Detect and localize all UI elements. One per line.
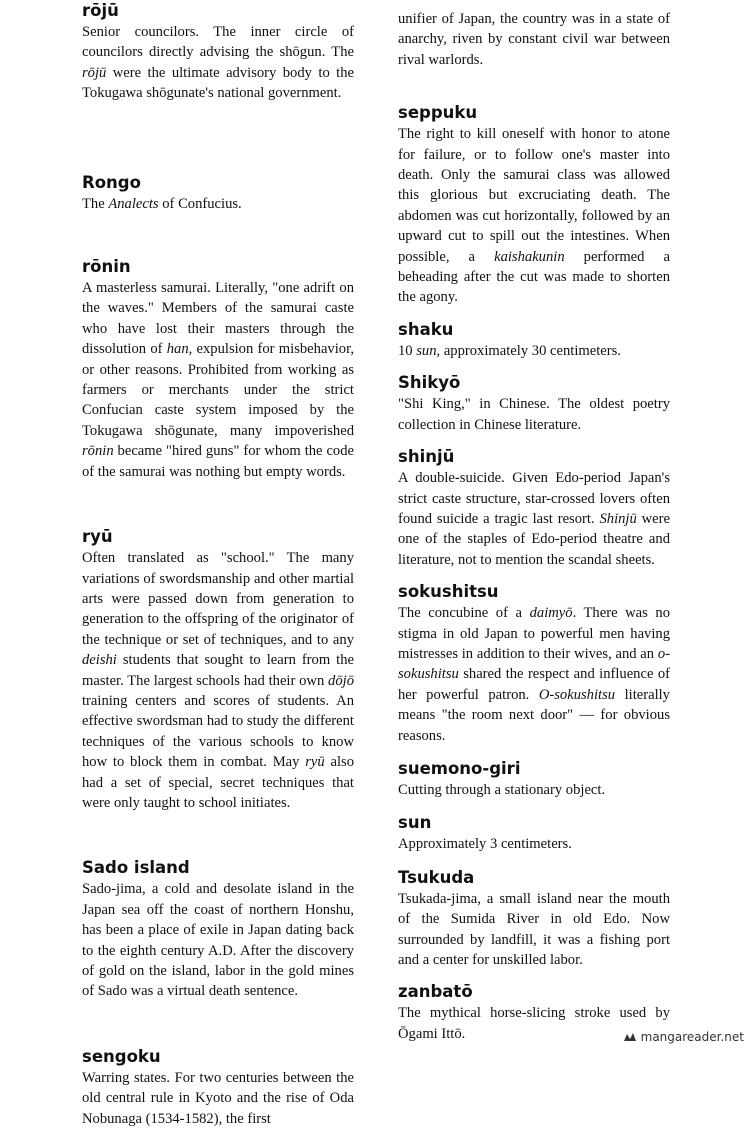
definition-text: . There was no stigma in old Japan to powerful men having mistresses in addition to their wives, and an [398, 605, 670, 662]
glossary-definition [398, 394, 670, 435]
definition-italic-term: Analects [108, 195, 159, 212]
definition-text: students that sought to learn from the master. The largest schools had their own [82, 652, 354, 689]
glossary-entry [398, 9, 670, 70]
glossary-entry [398, 446, 670, 570]
definition-text: shared the respect and influence of her powerful patron. [398, 666, 670, 703]
glossary-entry [398, 812, 670, 854]
glossary-term: Tsukuda [398, 867, 475, 887]
definition-text: Approximately 3 centimeters. [398, 836, 572, 853]
glossary-term: Rongo [82, 172, 141, 192]
glossary-definition [398, 9, 670, 70]
definition-italic-term: han [166, 341, 189, 358]
glossary-definition [82, 879, 354, 1001]
definition-italic-term: rōjū [82, 64, 107, 81]
glossary-definition [398, 341, 670, 361]
definition-text: of Confucius. [158, 195, 242, 212]
definition-text: became "hired guns" for whom the code of the samurai was nothing but empty words. [82, 443, 354, 480]
glossary-term: seppuku [398, 103, 478, 123]
glossary-definition [82, 548, 354, 813]
glossary-term: rōnin [82, 257, 131, 277]
definition-text: were the ultimate advisory body to the Tokugawa shōgunate's national government. [82, 64, 354, 102]
definition-text: Often translated as "school." The many variations of swordsmanship and other martial arts were passed down from generation to generation to the offspring of the originator of the technique or set of techniques, and to any [82, 550, 354, 648]
glossary-entry [82, 172, 354, 214]
definition-text: also had a set of special, secret techniques that were only taught to school initiates. [82, 754, 354, 811]
glossary-entry [398, 319, 670, 361]
definition-text: , approximately 30 centimeters. [436, 342, 621, 359]
glossary-term: Shikyō [398, 373, 461, 393]
definition-text: The [82, 195, 109, 212]
definition-italic-term: o-sokushitsu [398, 645, 670, 683]
definition-italic-term: dōjō [328, 672, 354, 689]
glossary-definition [82, 22, 354, 104]
definition-text: training centers and scores of students. An effective swordsman had to study the different techniques of the various schools to know how to block them in combat. May [82, 692, 354, 771]
glossary-definition [82, 1068, 354, 1129]
glossary-term: zanbatō [398, 982, 473, 1002]
glossary-term: rōjū [82, 1, 119, 20]
glossary-term: Sado island [82, 858, 190, 878]
glossary-definition [398, 834, 670, 854]
glossary-definition [398, 603, 670, 746]
glossary-term: sun [398, 813, 432, 833]
definition-text: Senior councilors. The inner circle of councilors directly advising the shōgun. The [82, 24, 354, 61]
glossary-entry [82, 526, 354, 813]
definition-text: The concubine of a [398, 605, 530, 622]
glossary-term: ryū [82, 527, 113, 547]
glossary-entry [398, 581, 670, 746]
glossary-entry [398, 102, 670, 308]
glossary-entry [82, 0, 354, 104]
glossary-term: shaku [398, 319, 454, 339]
definition-text: "Shi King," in Chinese. The oldest poetry collection in Chinese literature. [398, 396, 670, 433]
definition-italic-term: Shinjū [599, 510, 637, 527]
definition-text: 10 [398, 342, 417, 359]
definition-italic-term: daimyō [529, 605, 573, 622]
glossary-definition [398, 889, 670, 971]
definition-text: unifier of Japan, the country was in a state of anarchy, riven by constant civil war between rival warlords. [398, 11, 670, 68]
glossary-term: sengoku [82, 1046, 161, 1066]
glossary-entry [398, 867, 670, 971]
watermark [623, 1030, 744, 1044]
glossary-definition [398, 468, 670, 570]
definition-text: The right to kill oneself with honor to atone for failure, or to follow one's master into death. Only the samurai class was allowed this glorious but excruciating death. The abdomen was cut horizontally, followed by an upward cut to spill out the intestines. When possible, a [398, 126, 670, 265]
glossary-entry [82, 857, 354, 1001]
definition-text: A double-suicide. Given Edo-period Japan's strict caste structure, star-crossed lovers often found suicide a tragic last resort. [398, 470, 670, 527]
watermark-text: mangareader.net [640, 1030, 744, 1044]
definition-text: A masterless samurai. Literally, "one adrift on the waves." Members of the samurai caste who have lost their masters through the dissolution of [82, 280, 354, 358]
definition-italic-term: deishi [82, 652, 117, 669]
glossary-term: shinjū [398, 447, 455, 467]
definition-italic-term: ryū [305, 754, 325, 771]
glossary-definition [398, 780, 670, 800]
glossary-right-column [398, 0, 670, 1044]
definition-text: Cutting through a stationary object. [398, 781, 606, 798]
glossary-entry [82, 256, 354, 482]
glossary-term: sokushitsu [398, 582, 499, 602]
glossary-entry [398, 372, 670, 435]
definition-text: were one of the staples of Edo-period theatre and literature, not to mention the scandal sheets. [398, 510, 670, 568]
definition-text: Warring states. For two centuries between the old central rule in Kyoto and the rise of Oda Nobunaga (1534-1582), the first [82, 1069, 354, 1127]
glossary-entry [82, 1046, 354, 1129]
definition-italic-term: O-sokushitsu [538, 686, 616, 703]
definition-text: Sado-jima, a cold and desolate island in the Japan sea off the coast of northern Honshu, has been a place of exile in Japan dating back to the eighth century A.D. After the discovery of gold on the island, labor in the gold mines of Sado was a virtual death sentence. [82, 881, 354, 1000]
glossary-term: suemono-giri [398, 758, 521, 778]
definition-text: , expulsion for misbehavior, or other reasons. Prohibited from working as farmers or merchants under the strict Confucian caste system imposed by the Tokugawa shōgunate, many impoverished [82, 341, 355, 439]
definition-text: The mythical horse-slicing stroke used by Ōgami Ittō. [398, 1005, 670, 1042]
glossary-definition [82, 194, 354, 214]
manga-logo-icon [623, 1031, 637, 1043]
glossary-entry [398, 758, 670, 800]
definition-text: literally means "the room next door" — for obvious reasons. [398, 686, 670, 744]
glossary-definition [398, 124, 670, 308]
glossary-left-column [82, 0, 354, 1129]
glossary-definition [82, 278, 354, 482]
definition-text: Tsukada-jima, a small island near the mouth of the Sumida River in old Edo. Now surrounded by landfill, it was a fishing port and a center for unskilled labor. [398, 890, 670, 968]
definition-text: performed a beheading after the cut was made to shorten the agony. [398, 248, 670, 306]
definition-italic-term: rōnin [82, 443, 114, 460]
definition-italic-term: kaishakunin [494, 248, 565, 265]
definition-italic-term: sun [416, 342, 437, 359]
